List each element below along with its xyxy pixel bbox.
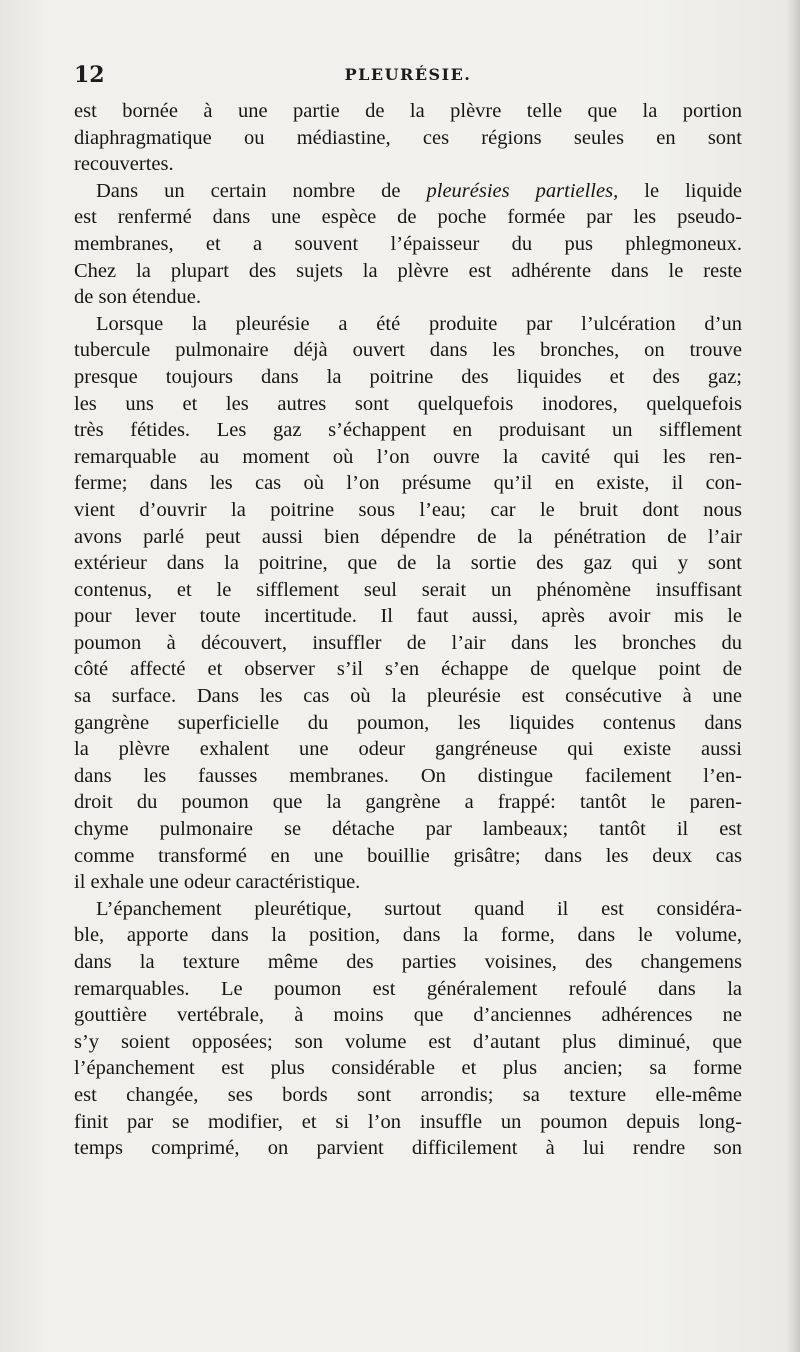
- text-line: remarquables. Le poumon est généralement refoulé dans la: [74, 977, 742, 1000]
- text-line: gangrène superficielle du poumon, les liquides contenus dans: [74, 711, 742, 734]
- text-line: extérieur dans la poitrine, que de la sortie des gaz qui y sont: [74, 552, 742, 575]
- text-line: de son étendue.: [74, 286, 201, 309]
- text-line: finit par se modifier, et si l’on insuffle un poumon depuis long-: [74, 1110, 742, 1133]
- page-edge-shadow: [786, 0, 800, 1352]
- text-line: dans la texture même des parties voisines, des changemens: [74, 951, 742, 973]
- text-line: la plèvre exhalent une odeur gangréneuse qui existe aussi: [74, 738, 742, 761]
- text-line: les uns et les autres sont quelquefois inodores, quelquefois: [74, 392, 742, 415]
- text-line: diaphragmatique ou médiastine, ces régions seules en sont: [74, 126, 742, 149]
- running-head: PLEURÉSIE.: [344, 65, 472, 84]
- text-line: ble, apporte dans la position, dans la forme, dans le volume,: [74, 924, 742, 947]
- text-line: très fétides. Les gaz s’échappent en produisant un sifflement: [74, 419, 742, 442]
- text-line: comme transformé en une bouillie grisâtre; dans les deux cas: [74, 844, 742, 867]
- text-line: gouttière vertébrale, à moins que d’anciennes adhérences ne: [74, 1004, 742, 1027]
- text-line: membranes, et a souvent l’épaisseur du pus phlegmoneux.: [74, 232, 742, 255]
- text-line: droit du poumon que la gangrène a frappé: tantôt le paren-: [74, 791, 742, 814]
- text-line: temps comprimé, on parvient difficilement à lui rendre son: [74, 1137, 742, 1160]
- text-line: est bornée à une partie de la plèvre telle que la portion: [74, 100, 742, 122]
- text-line: presque toujours dans la poitrine des liquides et des gaz;: [74, 365, 742, 388]
- text-line: côté affecté et observer s’il s’en échappe de quelque point de: [74, 658, 742, 681]
- text-line: avons parlé peut aussi bien dépendre de la pénétration de l’air: [74, 525, 742, 548]
- text-line: est renfermé dans une espèce de poche formée par les pseudo-: [74, 206, 742, 229]
- text-line: est changée, ses bords sont arrondis; sa texture elle-même: [74, 1083, 742, 1106]
- text-line: s’y soient opposées; son volume est d’autant plus diminué, que: [74, 1030, 742, 1053]
- page-number: 12: [74, 62, 105, 88]
- page-header: [74, 62, 742, 90]
- text-line: poumon à découvert, insuffler de l’air dans les bronches du: [74, 631, 742, 654]
- text-line: vient d’ouvrir la poitrine sous l’eau; car le bruit dont nous: [74, 498, 742, 521]
- text-line: sa surface. Dans les cas où la pleurésie est consécutive à une: [74, 685, 742, 708]
- text-line: L’épanchement pleurétique, surtout quand il est considéra-: [96, 897, 742, 920]
- text-line: l’épanchement est plus considérable et plus ancien; sa forme: [74, 1057, 742, 1080]
- body-text: [74, 98, 742, 1162]
- text-line: tubercule pulmonaire déjà ouvert dans les bronches, on trouve: [74, 339, 742, 362]
- italic-term: pleurésies partielles,: [426, 179, 619, 202]
- text-line: Chez la plupart des sujets la plèvre est adhérente dans le reste: [74, 259, 742, 282]
- text-line: dans les fausses membranes. On distingue facilement l’en-: [74, 764, 742, 787]
- text-line: ferme; dans les cas où l’on présume qu’il en existe, il con-: [74, 472, 742, 495]
- text-line: remarquable au moment où l’on ouvre la cavité qui les ren-: [74, 445, 742, 468]
- text-line: Lorsque la pleurésie a été produite par l’ulcération d’un: [96, 312, 742, 335]
- text-line: chyme pulmonaire se détache par lambeaux; tantôt il est: [74, 818, 742, 841]
- text-line: Dans un certain nombre de pleurésies partielles, le liquide: [96, 179, 742, 202]
- text-line: il exhale une odeur caractéristique.: [74, 871, 361, 894]
- text-line: recouvertes.: [74, 153, 174, 176]
- text-line: contenus, et le sifflement seul serait un phénomène insuffisant: [74, 578, 742, 601]
- text-line: pour lever toute incertitude. Il faut aussi, après avoir mis le: [74, 605, 742, 628]
